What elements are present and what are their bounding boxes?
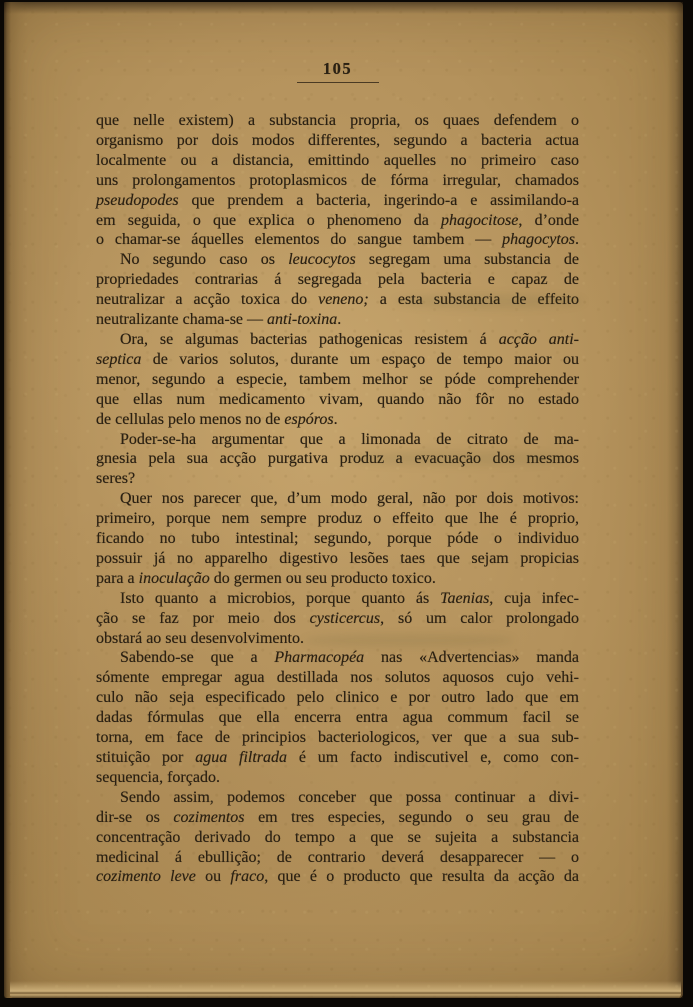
- italic-term: phagocitose: [441, 211, 519, 229]
- italic-term: pseudopodes: [96, 191, 179, 209]
- page-text: [96, 111, 579, 887]
- scan-edge-right: [667, 2, 683, 998]
- text-line: propriedades contrarias á segregada pela bacteria e capaz de: [96, 271, 579, 289]
- italic-term: cozimento leve: [96, 868, 196, 886]
- text-line: ção se faz por meio dos cysticercus, só um calor prolongado: [96, 609, 579, 627]
- text-line: No segundo caso os leucocytos segregam uma substancia de: [120, 251, 579, 269]
- text-line: dir-se os cozimentos em tres especies, segundo o seu grau de: [96, 808, 579, 826]
- paragraph: [96, 111, 579, 250]
- text-line: neutralizar a acção toxica do veneno; a esta substancia de effeito: [96, 291, 580, 309]
- paragraph: [96, 250, 579, 330]
- italic-term: veneno;: [318, 291, 369, 309]
- paragraph: [96, 430, 579, 490]
- scan-edge-left: [4, 2, 28, 998]
- text-line: de cellulas pelo menos no de espóros.: [96, 410, 338, 428]
- italic-term: espóros: [284, 410, 334, 428]
- italic-term: leucocytos: [288, 251, 356, 269]
- text-line: cozimento leve ou fraco, que é o producto que resulta da acção da: [96, 868, 580, 886]
- text-line: organismo por dois modos differentes, segundo a bacteria actua: [96, 131, 579, 149]
- page-number: 105: [322, 59, 353, 78]
- text-line: Sabendo-se que a Pharmacopéa nas «Advertencias» manda: [120, 649, 579, 667]
- text-line: que ellas num medicamento vivam, quando não fôr no estado: [96, 390, 579, 408]
- italic-term: cozimentos: [173, 808, 245, 826]
- italic-term: anti-toxina: [267, 311, 338, 329]
- text-line: Isto quanto a microbios, porque quanto ás Taenias, cuja infec-: [120, 589, 580, 607]
- text-line: obstará ao seu desenvolvimento.: [96, 629, 304, 647]
- scanned-page: [4, 2, 683, 998]
- text-line: sómente empregar agua destillada nos solutos aquosos cujo vehi-: [96, 669, 579, 687]
- text-line: sequencia, forçado.: [96, 768, 220, 786]
- text-line: neutralizante chama-se — anti-toxina.: [96, 311, 342, 329]
- text-line: localmente ou a distancia, emittindo aquelles no primeiro caso: [96, 151, 579, 169]
- italic-term: septica: [96, 350, 142, 368]
- text-line: culo não seja especificado pelo clinico e por outro lado que em: [96, 689, 579, 707]
- italic-term: acção anti-: [498, 330, 580, 348]
- text-line: seres?: [96, 470, 136, 488]
- text-line: gnesia pela sua acção purgativa produz a evacuação dos mesmos: [96, 450, 579, 468]
- text-line: septica de varios solutos, durante um espaço de tempo maior ou: [96, 350, 579, 368]
- text-line: torna, em face de principios bacteriologicos, ver que a sua sub-: [96, 729, 579, 747]
- italic-term: fraco: [230, 868, 265, 886]
- text-line: concentração derivado do tempo a que se sujeita a substancia: [96, 828, 579, 846]
- text-line: pseudopodes que prendem a bacteria, ingerindo-a e assimilando-a: [96, 191, 579, 209]
- paragraph: [96, 648, 579, 787]
- text-line: primeiro, porque nem sempre produz o effeito que lhe é proprio,: [96, 510, 579, 528]
- italic-term: Pharmacopéa: [274, 649, 365, 667]
- text-line: ficando no tubo intestinal; segundo, porque póde o individuo: [96, 530, 579, 548]
- italic-term: cysticercus: [309, 609, 381, 627]
- italic-term: agua filtrada: [195, 749, 288, 766]
- page-bottom-edge: [10, 981, 681, 998]
- text-line: dadas fórmulas que ella encerra entra agua commum facil se: [96, 709, 579, 727]
- text-line: medicinal á ebullição; de contrario deverá desapparecer — o: [96, 848, 579, 866]
- paragraph: [96, 489, 579, 589]
- text-line: possuir já no apparelho digestivo lesões taes que sejam propicias: [96, 549, 579, 567]
- italic-term: phagocytos: [502, 231, 575, 249]
- scan-edge-top: [4, 2, 683, 14]
- text-line: para a inoculação do germen ou seu producto toxico.: [96, 569, 436, 587]
- text-line: Sendo assim, podemos conceber que possa continuar a divi-: [120, 788, 579, 806]
- text-line: uns prolongamentos protoplasmicos de fórma irregular, chamados: [96, 171, 579, 189]
- italic-term: Taenias: [440, 589, 490, 607]
- text-line: menor, segundo a especie, tambem melhor se póde comprehender: [96, 370, 579, 388]
- text-line: stituição por agua filtrada é um facto indiscutivel e, como con-: [96, 749, 579, 766]
- italic-term: inoculação: [138, 569, 210, 587]
- text-line: que nelle existem) a substancia propria, os quaes defendem o: [96, 112, 579, 129]
- paragraph: [96, 330, 579, 430]
- page-number-rule: [297, 82, 379, 83]
- text-line: Ora, se algumas bacterias pathogenicas resistem á acção anti-: [120, 330, 580, 348]
- text-line: Quer nos parecer que, d’um modo geral, não por dois motivos:: [120, 490, 579, 508]
- text-line: em seguida, o que explica o phenomeno da phagocitose, d’onde: [96, 211, 580, 229]
- text-line: o chamar-se áquelles elementos do sangue tambem — phagocytos.: [96, 231, 579, 249]
- paragraph: [96, 788, 579, 888]
- page-header: [96, 59, 579, 83]
- paragraph: [96, 589, 579, 649]
- text-line: Poder-se-ha argumentar que a limonada de citrato de ma-: [120, 430, 579, 448]
